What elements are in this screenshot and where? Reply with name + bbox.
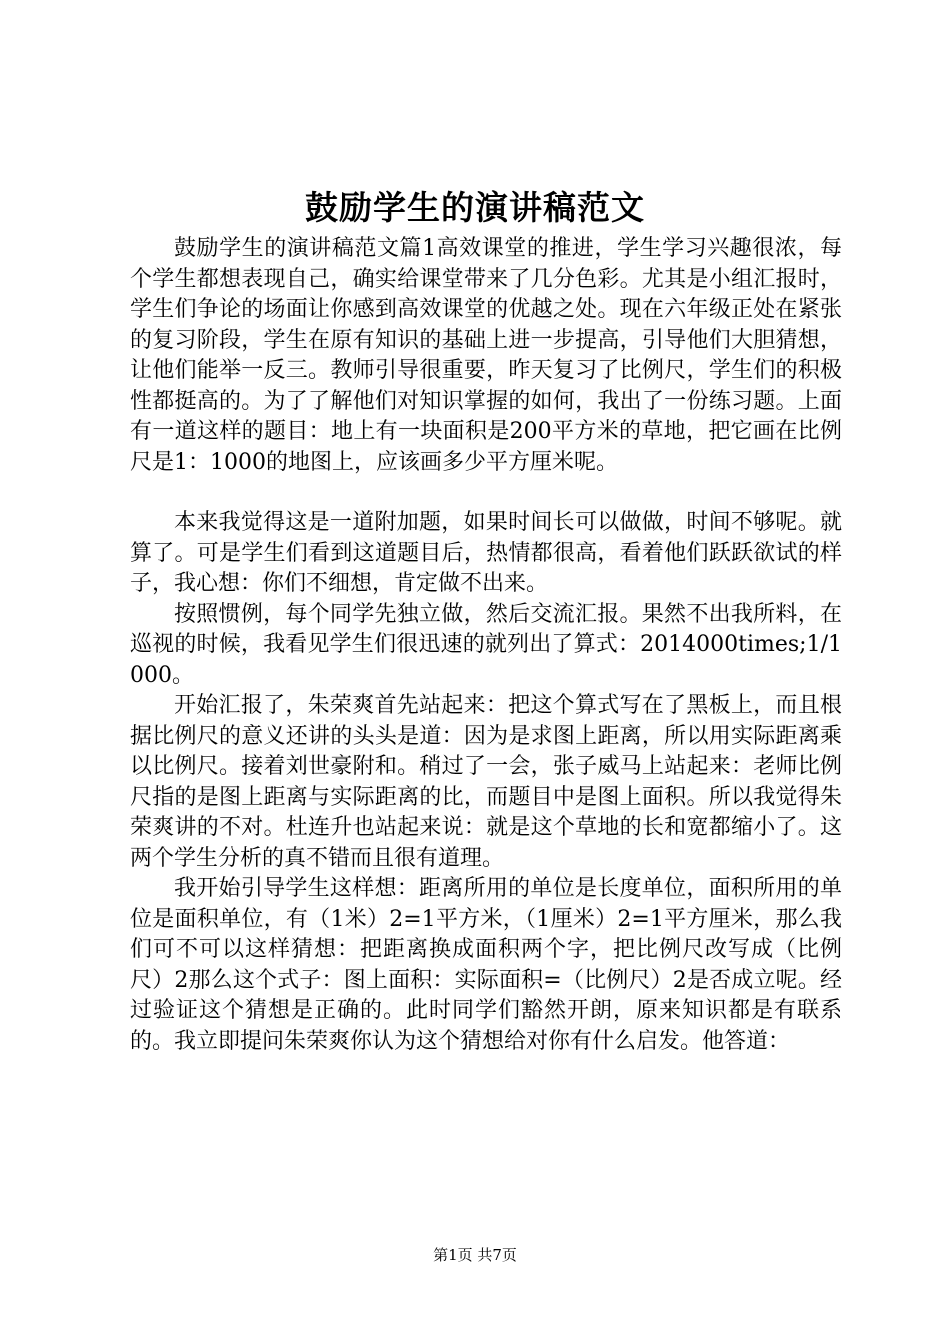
paragraph-1: 鼓励学生的演讲稿范文篇1高效课堂的推进，学生学习兴趣很浓，每个学生都想表现自己，确实给课堂带来了几分色彩。尤其是小组汇报时，学生们争论的场面让你感到高效课堂的优越之处。现在六年级正处在紧张的复习阶段，学生在原有知识的基础上进一步提高，引导他们大胆猜想，让他们能举一反三。教师引导很重要，昨天复习了比例尺，学生们的积极性都挺高的。为了了解他们对知识掌握的如何，我出了一份练习题。上面有一道这样的题目：地上有一块面积是200平方米的草地，把它画在比例尺是1：1000的地图上，应该画多少平方厘米呢。 [130,236,842,475]
document-body [130,234,842,1057]
paragraph-4: 开始汇报了，朱荣爽首先站起来：把这个算式写在了黑板上，而且根据比例尺的意义还讲的头头是道：因为是求图上距离，所以用实际距离乘以比例尺。接着刘世豪附和。稍过了一会，张子威马上站起来：老师比例尺指的是图上距离与实际距离的比，而题目中是图上面积。所以我觉得朱荣爽讲的不对。杜连升也站起来说：就是这个草地的长和宽都缩小了。这两个学生分析的真不错而且很有道理。 [130,693,842,871]
paragraph-3: 按照惯例，每个同学先独立做，然后交流汇报。果然不出我所料，在巡视的时候，我看见学生们很迅速的就列出了算式：2014000times;1/1000。 [130,601,842,688]
page-number-footer: 第1页 共7页 [433,1246,517,1264]
paragraph-2: 本来我觉得这是一道附加题，如果时间长可以做做，时间不够呢。就算了。可是学生们看到这道题目后，热情都很高，看着他们跃跃欲试的样子，我心想：你们不细想，肯定做不出来。 [130,510,842,596]
paragraph-gap [130,478,842,508]
paragraph-5: 我开始引导学生这样想：距离所用的单位是长度单位，面积所用的单位是面积单位，有（1米）2=1平方米，（1厘米）2=1平方厘米，那么我们可不可以这样猜想：把距离换成面积两个字，把比例尺改写成（比例尺）2那么这个式子：图上面积：实际面积=（比例尺）2是否成立呢。经过验证这个猜想是正确的。此时同学们豁然开朗，原来知识都是有联系的。我立即提问朱荣爽你认为这个猜想给对你有什么启发。他答道： [130,876,842,1054]
document-title: 鼓励学生的演讲稿范文 [305,188,645,227]
